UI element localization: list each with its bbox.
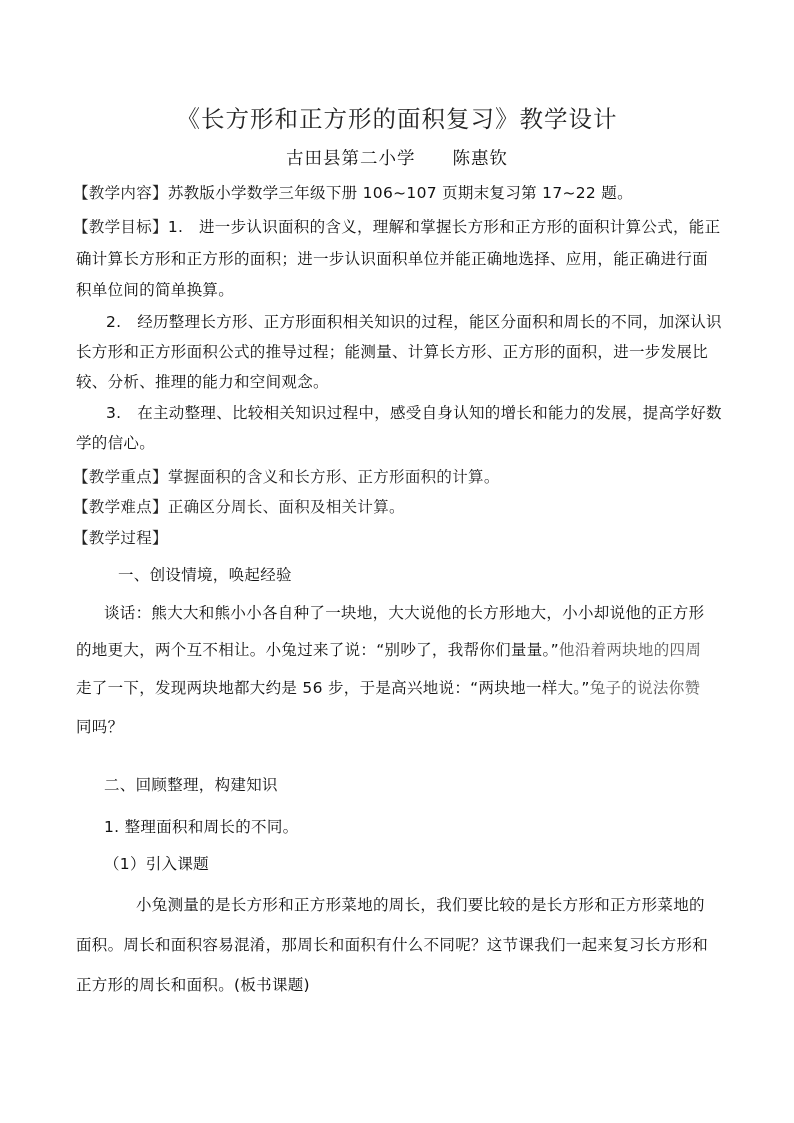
teaching-content xyxy=(73,183,633,203)
document-author: 古田县第二小学 陈惠钦 xyxy=(286,149,508,169)
key-points xyxy=(73,467,500,487)
paragraph-line: 面积。周长和面积容易混淆，那周长和面积有什么不同呢？这节课我们一起来复习长方形和 xyxy=(76,936,709,954)
section-label: 【教学内容】 xyxy=(73,184,168,202)
paragraph-line: 正方形的周长和面积。(板书课题) xyxy=(76,976,310,994)
paragraph-text-gray: 兔子的说法你赞 xyxy=(589,679,701,697)
objective-2-line: 较、分析、推理的能力和空间观念。 xyxy=(76,373,329,391)
paragraph-text: 的地更大，两个互不相让。小兔过来了说：“别吵了，我帮你们量量。” xyxy=(76,641,559,659)
objective-2-line: 2. 经历整理长方形、正方形面积相关知识的过程，能区分面积和周长的不同，加深认识 xyxy=(106,313,722,331)
paragraph-line: 小兔测量的是长方形和正方形菜地的周长，我们要比较的是长方形和正方形菜地的 xyxy=(136,896,705,914)
teaching-objectives xyxy=(73,217,720,237)
objective-1-line: 1. 进一步认识面积的含义，理解和掌握长方形和正方形的面积计算公式，能正 xyxy=(167,218,721,236)
objective-3-line: 学的信心。 xyxy=(76,434,156,452)
section-label: 【教学难点】 xyxy=(73,498,168,516)
paragraph-line xyxy=(76,678,700,698)
objective-1-line: 确计算长方形和正方形的面积；进一步认识面积单位并能正确地选择、应用，能正确进行面 xyxy=(76,250,709,268)
objective-3-line: 3. 在主动整理、比较相关知识过程中，感受自身认知的增长和能力的发展，提高学好数 xyxy=(106,404,722,422)
paragraph-line: 同吗？ xyxy=(76,718,124,736)
difficulties-text: 正确区分周长、面积及相关计算。 xyxy=(167,498,405,516)
section-heading: 二、回顾整理，构建知识 xyxy=(104,776,278,794)
difficulties xyxy=(73,497,405,517)
paragraph-text-gray: 他沿着两块地的四周 xyxy=(558,641,702,659)
process-label: 【教学过程】 xyxy=(73,529,168,547)
teaching-content-text: 苏教版小学数学三年级下册 106~107 页期末复习第 17~22 题。 xyxy=(167,184,633,202)
subsection-heading: 1. 整理面积和周长的不同。 xyxy=(104,818,299,836)
section-label: 【教学重点】 xyxy=(73,468,168,486)
section-heading: 一、创设情境，唤起经验 xyxy=(118,566,292,584)
paragraph-text: 走了一下，发现两块地都大约是 56 步，于是高兴地说：“两块地一样大。” xyxy=(76,679,590,697)
section-label: 【教学目标】 xyxy=(73,218,168,236)
objective-1-line: 积单位间的简单换算。 xyxy=(76,281,235,299)
key-points-text: 掌握面积的含义和长方形、正方形面积的计算。 xyxy=(167,468,500,486)
objective-2-line: 长方形和正方形面积公式的推导过程；能测量、计算长方形、正方形的面积，进一步发展比 xyxy=(76,343,709,361)
paragraph-line xyxy=(76,640,701,660)
subsection-heading: （1）引入课题 xyxy=(104,855,209,873)
document-title: 《长方形和正方形的面积复习》教学设计 xyxy=(176,105,618,133)
paragraph-line: 谈话：熊大大和熊小小各自种了一块地，大大说他的长方形地大，小小却说他的正方形 xyxy=(104,604,705,622)
